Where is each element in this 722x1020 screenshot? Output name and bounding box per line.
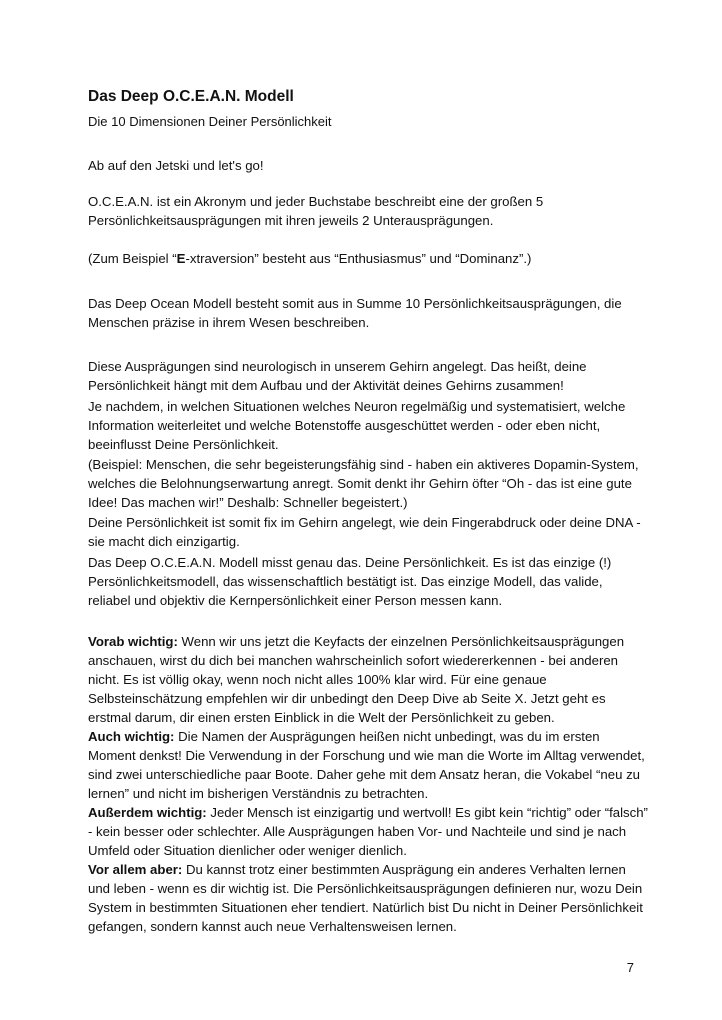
note-vor-allem (88, 860, 648, 936)
neuro-paragraph-1: Diese Ausprägungen sind neurologisch in unserem Gehirn angelegt. Das heißt, deine Persönlichkeit hängt mit dem Aufbau und der Aktivität deines Gehirns zusammen! (88, 359, 587, 393)
note-label: Außerdem wichtig: (88, 805, 207, 820)
note-text: Die Namen der Ausprägungen heißen nicht unbedingt, was du im ersten Moment denkst! Die Verwendung in der Forschung und wie man die Worte im Alltag verwendet, sind zwei unterschiedliche paar Boote. Daher gehe mit dem Ansatz heran, die Vokabel “neu zu lernen” und nicht im bisherigen Verständnis zu betrachten. (88, 729, 645, 801)
example-post: -xtraversion” besteht aus “Enthusiasmus” und “Dominanz”.) (185, 251, 532, 266)
model-paragraph: Das Deep Ocean Modell besteht somit aus in Summe 10 Persönlichkeitsausprägungen, die Menschen präzise in ihrem Wesen beschreiben. (88, 296, 622, 330)
neuro-paragraph-3: (Beispiel: Menschen, die sehr begeisterungsfähig sind - haben ein aktiveres Dopamin-System, welches die Belohnungserwartung anregt. Somit denkt ihr Gehirn öfter “Oh - das ist eine gute Idee! Das machen wir!” Deshalb: Schneller begeistert.) (88, 457, 639, 510)
page-title: Das Deep O.C.E.A.N. Modell (88, 88, 294, 105)
page-number: 7 (626, 960, 634, 975)
example-pre: (Zum Beispiel “ (88, 251, 177, 266)
neuro-paragraph-4: Deine Persönlichkeit ist somit fix im Gehirn angelegt, wie dein Fingerabdruck oder deine DNA - sie macht dich einzigartig. (88, 515, 641, 549)
ocean-paragraph: O.C.E.A.N. ist ein Akronym und jeder Buchstabe beschreibt eine der großen 5 Persönlichkeitsausprägungen mit ihren jeweils 2 Unterausprägungen. (88, 194, 544, 228)
note-vorab (88, 632, 648, 727)
note-text: Du kannst trotz einer bestimmten Ausprägung ein anderes Verhalten lernen und leben - wenn es dir wichtig ist. Die Persönlichkeitsausprägungen definieren nur, wozu Dein System in bestimmten Situationen eher tendiert. Natürlich bist Du nicht in Deiner Persönlichkeit gefangen, sondern kannst auch neue Verhaltensweisen lernen. (88, 862, 643, 934)
note-text: Wenn wir uns jetzt die Keyfacts der einzelnen Persönlichkeitsausprägungen anschauen, wirst du dich bei manchen wahrscheinlich sofort wiedererkennen - bei anderen nicht. Es ist völlig okay, wenn noch nicht alles 100% klar wird. Für eine genaue Selbsteinschätzung empfehlen wir dir unbedingt den Deep Dive ab Seite X. Jetzt geht es erstmal darum, dir einen ersten Einblick in die Welt der Persönlichkeit zu geben. (88, 634, 625, 725)
neuro-paragraph-5: Das Deep O.C.E.A.N. Modell misst genau das. Deine Persönlichkeit. Es ist das einzige (!) Persönlichkeitsmodell, das wissenschaftlich bestätigt ist. Das einzige Modell, das valide, reliabel und objektiv die Kernpersönlichkeit einer Person messen kann. (88, 555, 612, 608)
neuro-paragraph-2: Je nachdem, in welchen Situationen welches Neuron regelmäßig und systematisiert, welche Information weiterleitet und welche Botenstoffe ausgeschüttet werden - oder eben nicht, beeinflusst Deine Persönlichkeit. (88, 399, 626, 452)
note-label: Vor allem aber: (88, 862, 183, 877)
example-bold-letter: E (176, 251, 186, 266)
example-paragraph (88, 249, 648, 268)
note-ausserdem (88, 803, 648, 860)
page-subtitle: Die 10 Dimensionen Deiner Persönlichkeit (88, 114, 332, 129)
note-auch (88, 727, 648, 803)
note-label: Auch wichtig: (88, 729, 175, 744)
note-text: Jeder Mensch ist einzigartig und wertvoll! Es gibt kein “richtig” oder “falsch” - kein besser oder schlechter. Alle Ausprägungen haben Vor- und Nachteile und sind je nach Umfeld oder Situation dienlicher oder weniger dienlich. (88, 805, 648, 858)
note-label: Vorab wichtig: (88, 634, 178, 649)
intro-paragraph: Ab auf den Jetski und let's go! (88, 158, 264, 173)
